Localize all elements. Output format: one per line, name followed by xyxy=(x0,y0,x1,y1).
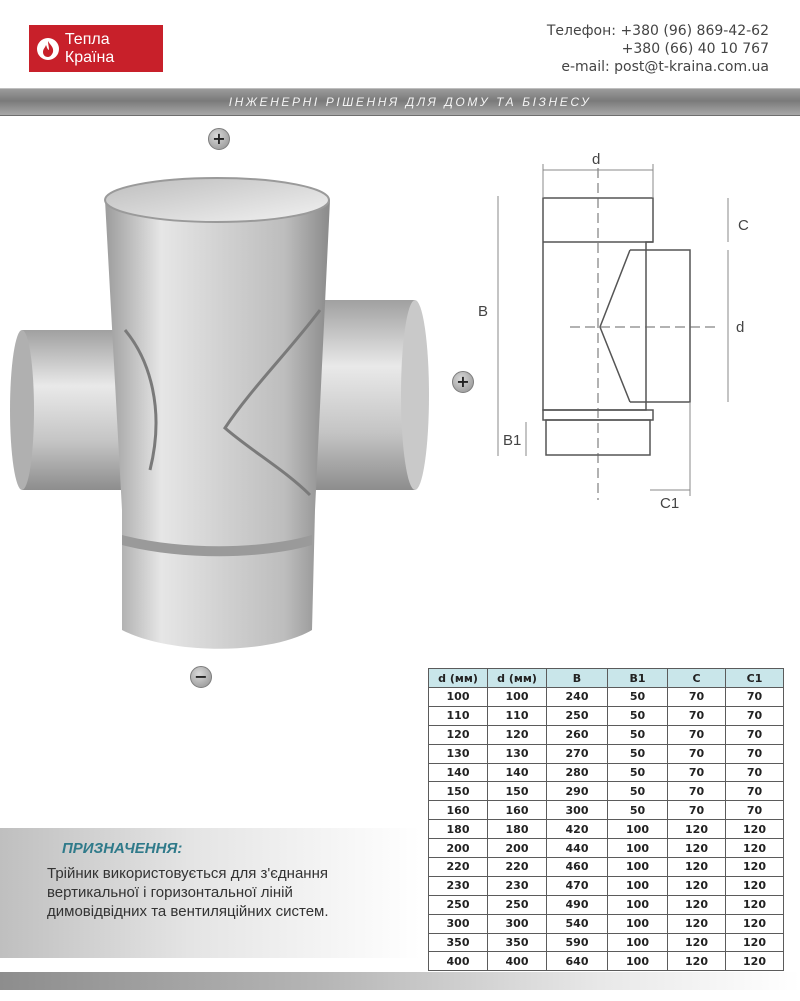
label-b1: B1 xyxy=(503,432,522,449)
table-cell: 120 xyxy=(668,820,726,839)
left-branch-end xyxy=(10,330,34,490)
table-row xyxy=(429,933,784,952)
table-row xyxy=(429,706,784,725)
table-cell: 140 xyxy=(429,763,488,782)
label-c1: C1 xyxy=(660,495,680,512)
table-cell: 120 xyxy=(726,933,784,952)
table-cell: 50 xyxy=(608,725,668,744)
table-cell: 70 xyxy=(726,688,784,707)
table-cell: 350 xyxy=(429,933,488,952)
table-cell: 70 xyxy=(668,763,726,782)
table-cell: 110 xyxy=(429,706,488,725)
table-cell: 120 xyxy=(726,839,784,858)
technical-drawing xyxy=(470,140,770,520)
table-cell: 120 xyxy=(726,858,784,877)
table-cell: 140 xyxy=(488,763,547,782)
col-header-d1: d (мм) xyxy=(429,669,488,688)
drawing-side-branch xyxy=(646,250,690,402)
table-cell: 200 xyxy=(488,839,547,858)
table-row xyxy=(429,782,784,801)
table-cell: 70 xyxy=(668,744,726,763)
table-cell: 300 xyxy=(547,801,608,820)
table-cell: 70 xyxy=(726,725,784,744)
table-cell: 70 xyxy=(726,706,784,725)
purpose-block xyxy=(0,828,420,958)
table-cell: 280 xyxy=(547,763,608,782)
table-cell: 120 xyxy=(668,952,726,971)
table-cell: 470 xyxy=(547,876,608,895)
drawing-inner-seam xyxy=(600,250,630,402)
email-row xyxy=(547,58,769,76)
table-cell: 160 xyxy=(488,801,547,820)
col-header-b: B xyxy=(547,669,608,688)
email-label: e-mail: xyxy=(561,59,610,75)
purpose-title: ПРИЗНАЧЕННЯ: xyxy=(62,840,183,857)
table-cell: 110 xyxy=(488,706,547,725)
table-cell: 100 xyxy=(608,876,668,895)
table-cell: 220 xyxy=(429,858,488,877)
table-cell: 200 xyxy=(429,839,488,858)
table-cell: 490 xyxy=(547,895,608,914)
label-c: C xyxy=(738,217,749,234)
label-d-right: d xyxy=(736,319,745,336)
right-branch xyxy=(310,300,415,490)
table-cell: 70 xyxy=(726,763,784,782)
contact-block xyxy=(547,22,769,76)
table-cell: 70 xyxy=(726,744,784,763)
table-cell: 100 xyxy=(488,688,547,707)
table-cell: 250 xyxy=(429,895,488,914)
table-row xyxy=(429,801,784,820)
table-row xyxy=(429,725,784,744)
table-cell: 70 xyxy=(668,801,726,820)
table-cell: 70 xyxy=(668,688,726,707)
col-header-c: C xyxy=(668,669,726,688)
table-body xyxy=(429,688,784,971)
table-cell: 260 xyxy=(547,725,608,744)
table-cell: 130 xyxy=(429,744,488,763)
table-row xyxy=(429,763,784,782)
table-cell: 230 xyxy=(429,876,488,895)
flame-icon xyxy=(37,38,59,60)
table-cell: 120 xyxy=(668,839,726,858)
col-header-c1: C1 xyxy=(726,669,784,688)
phone-number-2[interactable]: +380 (66) 40 10 767 xyxy=(621,41,769,57)
table-cell: 540 xyxy=(547,914,608,933)
tagline-text: ІНЖЕНЕРНІ РІШЕННЯ ДЛЯ ДОМУ ТА БІЗНЕСУ xyxy=(228,95,592,109)
table-cell: 300 xyxy=(429,914,488,933)
table-cell: 120 xyxy=(668,858,726,877)
table-cell: 120 xyxy=(668,914,726,933)
table-cell: 150 xyxy=(429,782,488,801)
table-cell: 50 xyxy=(608,801,668,820)
table-cell: 440 xyxy=(547,839,608,858)
phone-row-1 xyxy=(547,22,769,40)
table-cell: 270 xyxy=(547,744,608,763)
table-cell: 590 xyxy=(547,933,608,952)
email-link[interactable]: post@t-kraina.com.ua xyxy=(614,59,769,75)
table-cell: 420 xyxy=(547,820,608,839)
table-cell: 640 xyxy=(547,952,608,971)
phone-label: Телефон: xyxy=(546,23,616,39)
table-row xyxy=(429,895,784,914)
table-row xyxy=(429,839,784,858)
main-pipe xyxy=(105,200,330,649)
table-cell: 120 xyxy=(668,876,726,895)
table-cell: 250 xyxy=(488,895,547,914)
table-cell: 130 xyxy=(488,744,547,763)
top-opening xyxy=(105,178,329,222)
table-cell: 50 xyxy=(608,763,668,782)
table-cell: 230 xyxy=(488,876,547,895)
table-cell: 70 xyxy=(668,782,726,801)
table-row xyxy=(429,952,784,971)
table-cell: 100 xyxy=(608,839,668,858)
table-cell: 100 xyxy=(608,820,668,839)
brand-logo[interactable] xyxy=(29,25,163,72)
collapse-button[interactable]: − xyxy=(190,666,212,688)
table-cell: 120 xyxy=(726,820,784,839)
table-cell: 70 xyxy=(668,706,726,725)
product-photo xyxy=(0,150,450,660)
table-cell: 100 xyxy=(608,858,668,877)
table-cell: 290 xyxy=(547,782,608,801)
table-cell: 50 xyxy=(608,688,668,707)
table-row xyxy=(429,744,784,763)
table-cell: 100 xyxy=(608,933,668,952)
table-cell: 100 xyxy=(608,952,668,971)
expand-side-button[interactable]: + xyxy=(452,371,474,393)
table-cell: 100 xyxy=(429,688,488,707)
table-cell: 120 xyxy=(429,725,488,744)
dimensions-table xyxy=(428,668,784,971)
col-header-d2: d (мм) xyxy=(488,669,547,688)
table-cell: 100 xyxy=(608,895,668,914)
right-branch-end xyxy=(401,300,429,490)
table-cell: 120 xyxy=(726,914,784,933)
table-cell: 70 xyxy=(726,801,784,820)
purpose-text: Трійник використовується для з'єднання вертикальної і горизонтальної ліній димовідвідних та вентиляційних систем. xyxy=(47,865,329,920)
table-row xyxy=(429,876,784,895)
table-cell: 70 xyxy=(668,725,726,744)
table-cell: 50 xyxy=(608,782,668,801)
table-cell: 120 xyxy=(726,952,784,971)
label-d-top: d xyxy=(592,151,601,168)
brand-name: Тепла Країна xyxy=(64,30,115,66)
label-b: B xyxy=(478,303,489,320)
table-cell: 100 xyxy=(608,914,668,933)
phone-row-2 xyxy=(547,40,769,58)
table-cell: 250 xyxy=(547,706,608,725)
table-cell: 300 xyxy=(488,914,547,933)
table-cell: 220 xyxy=(488,858,547,877)
table-cell: 160 xyxy=(429,801,488,820)
table-cell: 120 xyxy=(488,725,547,744)
table-row xyxy=(429,688,784,707)
footer-bar xyxy=(0,972,800,990)
table-cell: 400 xyxy=(429,952,488,971)
table-cell: 400 xyxy=(488,952,547,971)
table-header-row xyxy=(429,669,784,688)
table-cell: 120 xyxy=(726,895,784,914)
table-cell: 50 xyxy=(608,744,668,763)
table-cell: 120 xyxy=(668,933,726,952)
table-cell: 350 xyxy=(488,933,547,952)
table-cell: 50 xyxy=(608,706,668,725)
table-row xyxy=(429,820,784,839)
tagline-banner xyxy=(0,88,800,116)
table-cell: 180 xyxy=(429,820,488,839)
table-cell: 460 xyxy=(547,858,608,877)
table-row xyxy=(429,914,784,933)
table-cell: 150 xyxy=(488,782,547,801)
table-cell: 120 xyxy=(668,895,726,914)
col-header-b1: B1 xyxy=(608,669,668,688)
table-cell: 180 xyxy=(488,820,547,839)
expand-top-button[interactable]: + xyxy=(208,128,230,150)
table-cell: 70 xyxy=(726,782,784,801)
table-cell: 240 xyxy=(547,688,608,707)
phone-number-1[interactable]: +380 (96) 869-42-62 xyxy=(620,23,769,39)
table-cell: 120 xyxy=(726,876,784,895)
table-row xyxy=(429,858,784,877)
